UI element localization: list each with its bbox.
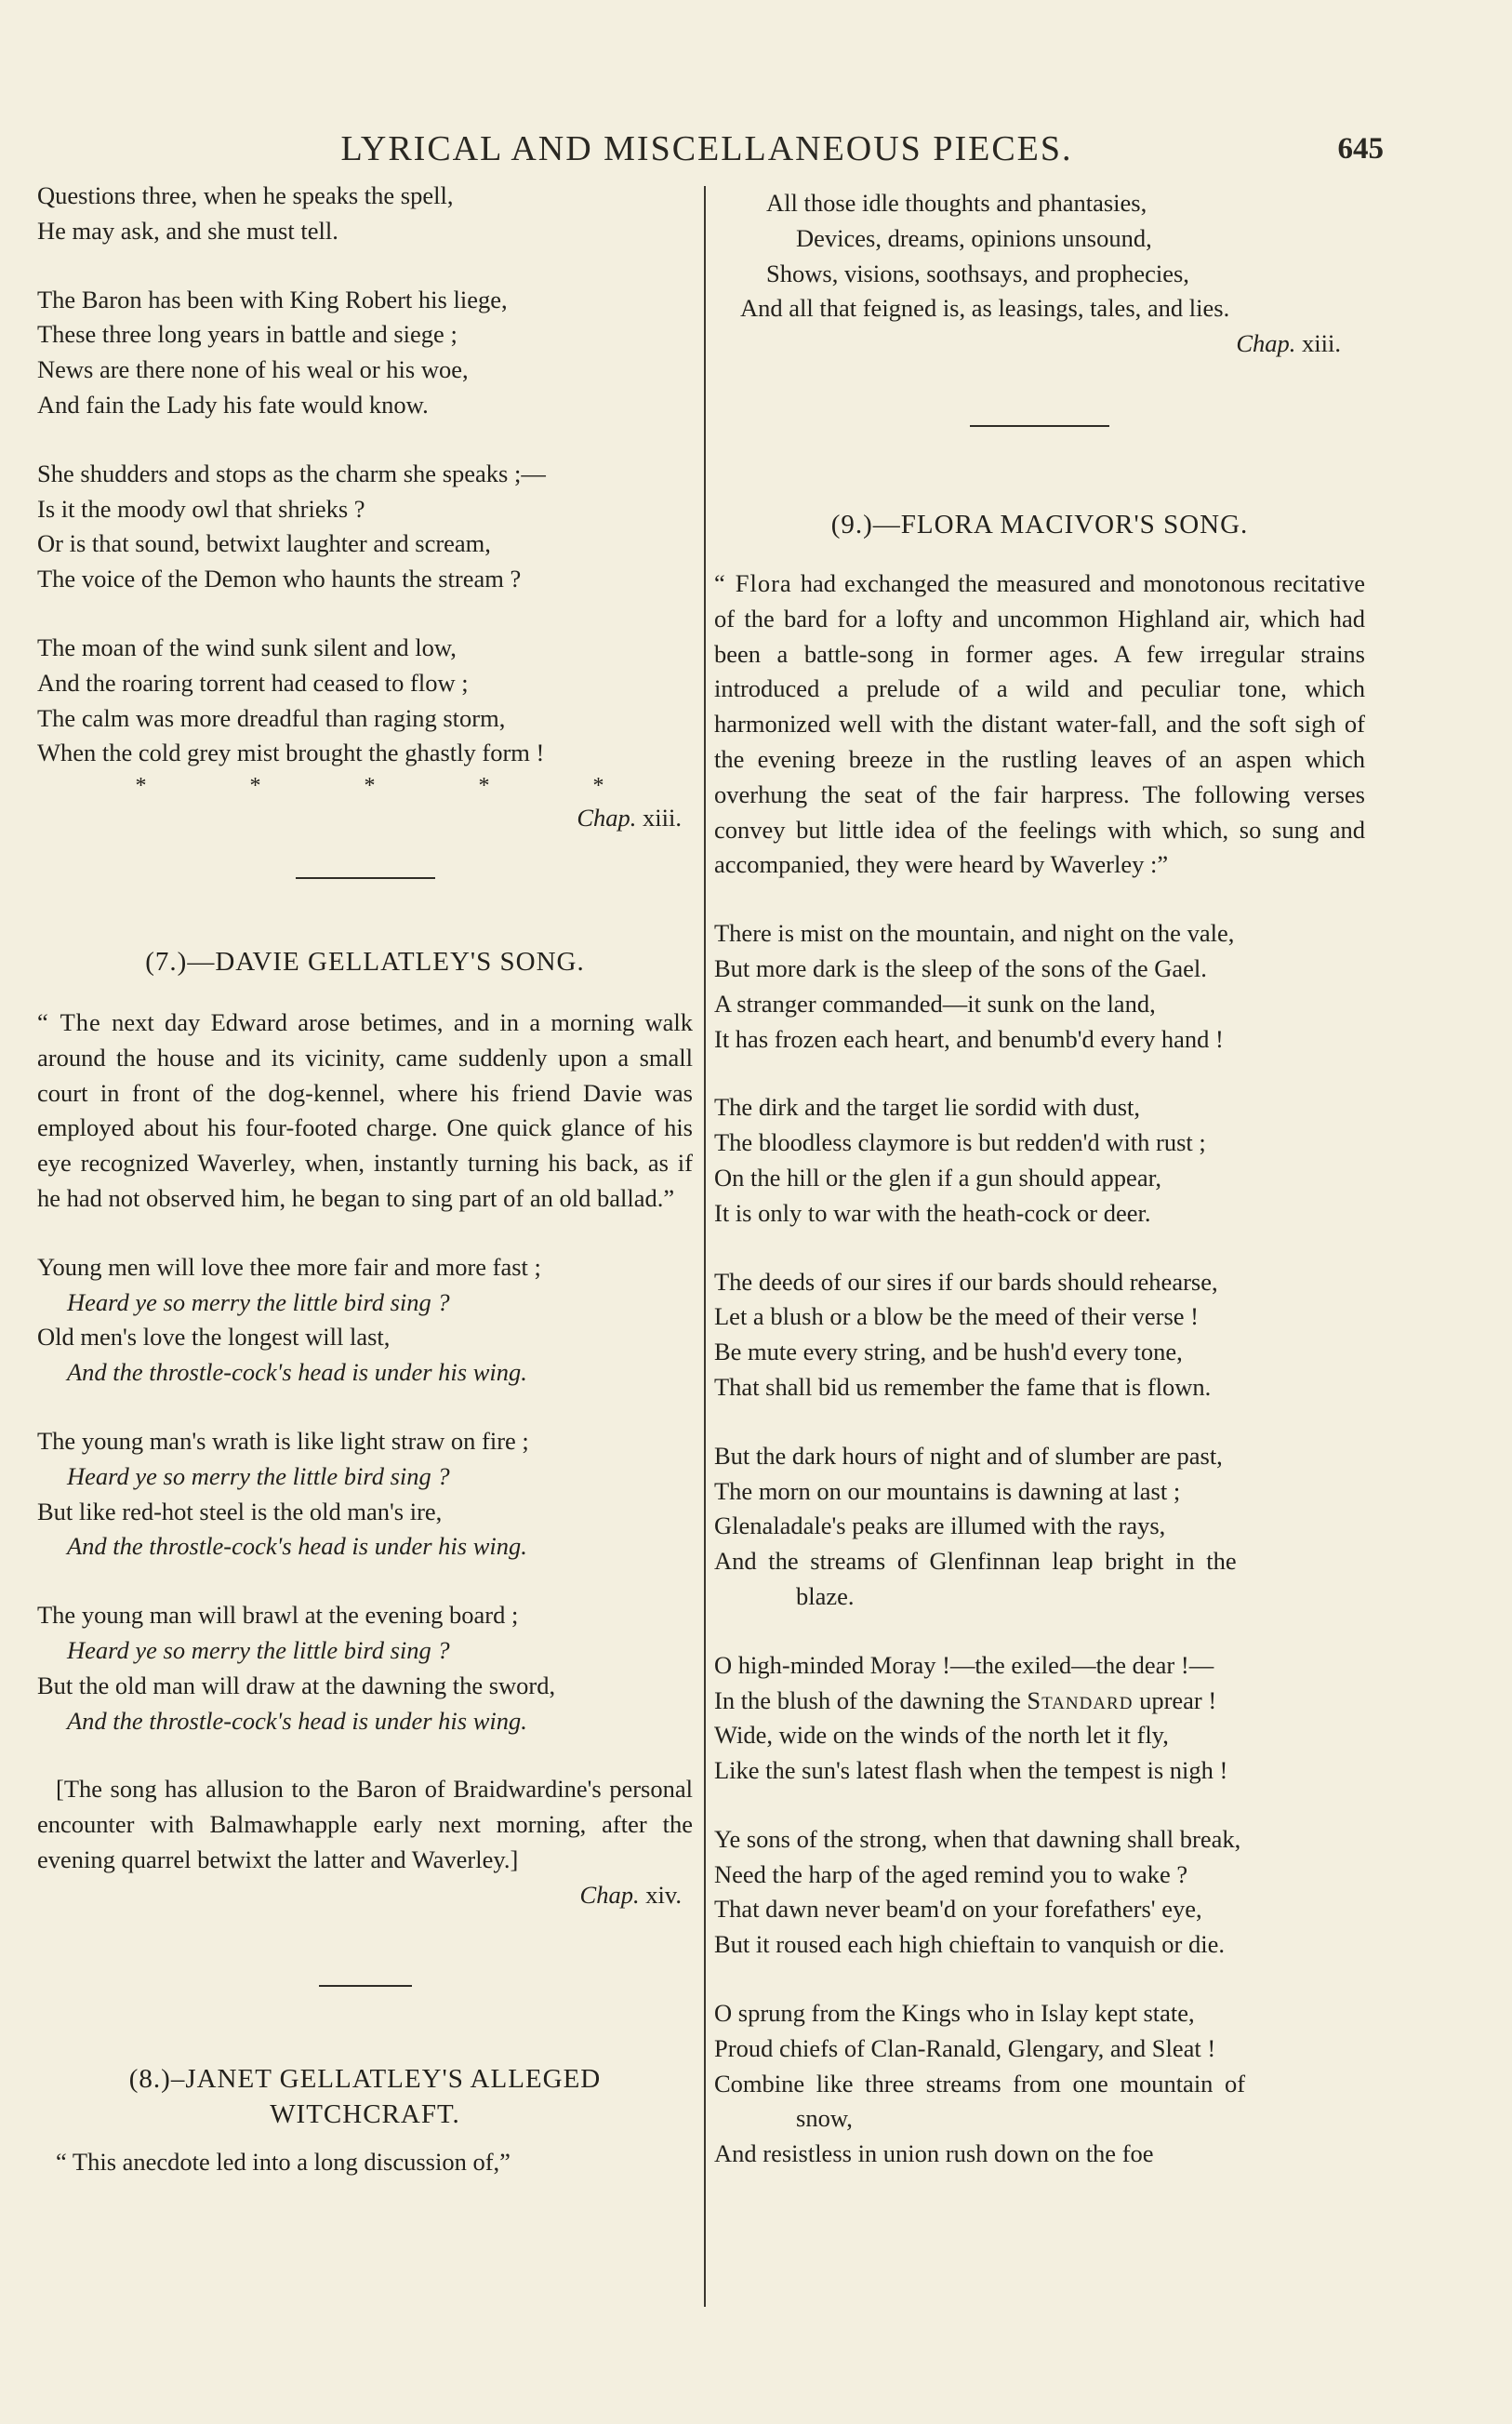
verse-line: On the hill or the glen if a gun should appear,	[714, 1163, 1161, 1192]
verse-line: The dirk and the target lie sordid with dust,	[714, 1093, 1141, 1122]
verse-line: Old men's love the longest will last,	[37, 1323, 391, 1352]
verse-line: She shudders and stops as the charm she speaks ;—	[37, 459, 546, 487]
verse-line: Shows, visions, soothsays, and prophecies,	[766, 259, 1189, 287]
verse-line: Proud chiefs of Clan-Ranald, Glengary, and Sleat !	[714, 2033, 1216, 2062]
verse-line: The Baron has been with King Robert his liege,	[37, 285, 508, 313]
verse-line: The calm was more dreadful than raging storm,	[37, 703, 506, 732]
verse-line: Young men will love thee more fair and more fast ;	[37, 1252, 541, 1281]
chap-label: Chap.	[577, 804, 637, 832]
heading-line: (8.)–JANET GELLATLEY'S ALLEGED	[128, 2064, 602, 2095]
verse-line: The bloodless claymore is but redden'd with rust ;	[714, 1128, 1206, 1157]
verse-line: Ye sons of the strong, when that dawning shall break,	[714, 1824, 1241, 1853]
verse-line: It is only to war with the heath-cock or deer.	[714, 1198, 1151, 1227]
stanza	[37, 1424, 693, 1565]
verse-line: Or is that sound, betwixt laughter and scream,	[37, 529, 491, 558]
section-heading	[37, 2061, 693, 2132]
stanza	[714, 1265, 1365, 1405]
chapter-reference	[37, 801, 693, 836]
verse-line: That shall bid us remember the fame that is flown.	[714, 1372, 1212, 1401]
chap-label: Chap.	[1236, 329, 1296, 358]
verse-line: The voice of the Demon who haunts the stream ?	[37, 565, 522, 593]
stanza	[37, 1250, 693, 1391]
section-rule	[296, 877, 435, 879]
verse-line: The deeds of our sires if our bards should rehearse,	[714, 1267, 1218, 1296]
verse-line: The young man's wrath is like light straw on fire ;	[37, 1426, 529, 1455]
verse-line: The moan of the wind sunk silent and low,	[37, 633, 457, 661]
verse-line: These three long years in battle and siege ;	[37, 320, 458, 349]
stanza	[37, 1598, 693, 1738]
verse-text: In the blush of the dawning the	[714, 1685, 1028, 1714]
left-column	[37, 179, 693, 2180]
verse-line: O sprung from the Kings who in Islay kept state,	[714, 1999, 1195, 2028]
verse-line: Glenaladale's peaks are illumed with the rays,	[714, 1512, 1166, 1540]
refrain-line: Heard ye so merry the little bird sing ?	[67, 1287, 450, 1316]
verse-line: That dawn never beam'd on your forefathers' eye,	[714, 1895, 1202, 1924]
verse-line: News are there none of his weal or his woe,	[37, 355, 469, 384]
verse-line: A stranger commanded—it sunk on the land,	[714, 989, 1156, 1018]
verse-text: uprear !	[1133, 1685, 1217, 1714]
refrain-line: And the throstle-cock's head is under his wing.	[67, 1706, 527, 1735]
chap-label: Chap.	[579, 1880, 640, 1909]
section-heading: (9.)—FLORA MACIVOR'S SONG.	[830, 509, 1249, 539]
stanza	[714, 1996, 1365, 2172]
chap-number: xiii.	[643, 804, 682, 832]
stanza	[37, 457, 693, 597]
verse-line: Wide, wide on the winds of the north let it fly,	[714, 1721, 1169, 1750]
verse-line: And the roaring torrent had ceased to flow ;	[37, 668, 469, 697]
verse-line: And the streams of Glenfinnan leap bright in the	[714, 1547, 1237, 1576]
chap-number: xiv.	[645, 1880, 682, 1909]
verse-line: But the old man will draw at the dawning the sword,	[37, 1671, 556, 1699]
prose-paragraph	[37, 1006, 693, 1217]
verse-line: Be mute every string, and be hush'd every tone,	[714, 1338, 1183, 1366]
verse-line: He may ask, and she must tell.	[37, 216, 338, 245]
stanza	[37, 179, 693, 249]
verse-line: When the cold grey mist brought the ghastly form !	[37, 739, 545, 767]
asterisk: *	[249, 774, 261, 799]
verse-line: And fain the Lady his fate would know.	[37, 390, 429, 419]
section-rule	[319, 1985, 412, 1987]
paragraph-text: next day Edward arose betimes, and in a morning walk around the house and its vicinity, came suddenly upon a small court in front of the dog-kennel, where his friend Davie was employed about his four-footed charge. One quick glance of his eye recognized Waverley, when, instantly turning his back, as if he had not observed him, he began to sing part of an old ballad.”	[37, 1007, 694, 1212]
asterisk: *	[478, 774, 490, 799]
verse-line: Devices, dreams, opinions unsound,	[796, 223, 1152, 252]
refrain-line: And the throstle-cock's head is under his wing.	[67, 1358, 527, 1387]
stanza	[714, 186, 1365, 326]
verse-line: There is mist on the mountain, and night on the vale,	[714, 919, 1235, 948]
asterisk-break	[37, 775, 693, 797]
standard-word: Standard	[1027, 1685, 1134, 1714]
stanza	[37, 631, 693, 771]
verse-line: But it roused each high chieftain to vanquish or die.	[714, 1930, 1226, 1959]
verse-line: O high-minded Moray !—the exiled—the dear !—	[714, 1650, 1214, 1679]
verse-line: Is it the moody owl that shrieks ?	[37, 494, 365, 523]
asterisk: *	[364, 774, 376, 799]
page-number: 645	[1337, 132, 1384, 166]
stanza	[714, 1822, 1365, 1963]
verse-line-continued: snow,	[796, 2104, 853, 2133]
verse-line-continued: blaze.	[796, 1581, 855, 1610]
section-heading: (7.)—DAVIE GELLATLEY'S SONG.	[145, 946, 585, 977]
verse-line: Like the sun's latest flash when the tempest is nigh !	[714, 1756, 1228, 1785]
verse-line: The young man will brawl at the evening board ;	[37, 1601, 519, 1630]
verse-line: The morn on our mountains is dawning at last ;	[714, 1476, 1181, 1505]
asterisk: *	[592, 774, 604, 799]
verse-line: And resistless in union rush down on the foe	[714, 2139, 1154, 2168]
chap-number: xiii.	[1302, 329, 1341, 358]
chapter-reference	[37, 1878, 693, 1913]
refrain-line: Heard ye so merry the little bird sing ?	[67, 1461, 450, 1490]
refrain-line: And the throstle-cock's head is under his wing.	[67, 1532, 527, 1561]
verse-line: All those idle thoughts and phantasies,	[766, 189, 1147, 217]
refrain-line: Heard ye so merry the little bird sing ?	[67, 1635, 450, 1664]
paragraph-text: had exchanged the measured and monotonous recitative of the bard for a lofty and uncommon Highland air, which had been a battle-song in former ages. A few irregular strains introduced a prelude of a wild and peculiar tone, which harmonized well with the distant water-fall, and the soft sigh of the evening breeze in the rustling leaves of an aspen which overhung the seat of the fair harpress. The following verses convey but little idea of the feelings with which, so sung and accompanied, they were heard by Waverley :”	[714, 568, 1366, 879]
section-rule	[970, 425, 1109, 427]
note-paragraph: [The song has allusion to the Baron of Braidwardine's personal encounter with Balmawhapple early next morning, after the evening quarrel betwixt the latter and Waverley.]	[37, 1775, 693, 1873]
verse-line: And all that feigned is, as leasings, tales, and lies.	[740, 294, 1230, 323]
stanza	[714, 1648, 1365, 1789]
prose-paragraph: “ This anecdote led into a long discussion of,”	[56, 2148, 511, 2177]
verse-line: But the dark hours of night and of slumber are past,	[714, 1441, 1223, 1470]
small-caps-lead: “ The	[37, 1007, 101, 1036]
verse-line: Let a blush or a blow be the meed of their verse !	[714, 1302, 1199, 1331]
verse-line: But more dark is the sleep of the sons of the Gael.	[714, 953, 1207, 982]
verse-line: It has frozen each heart, and benumb'd every hand !	[714, 1024, 1224, 1053]
verse-line: But like red-hot steel is the old man's ire,	[37, 1497, 443, 1525]
stanza	[714, 916, 1365, 1057]
small-caps-lead: “ Flora	[714, 568, 792, 597]
column-divider	[704, 186, 706, 2307]
verse-line: Need the harp of the aged remind you to wake ?	[714, 1859, 1188, 1888]
stanza	[714, 1439, 1365, 1615]
chapter-reference	[714, 326, 1365, 362]
verse-line: Questions three, when he speaks the spell,	[37, 181, 454, 209]
verse-line: Combine like three streams from one mountain of	[714, 2069, 1246, 2098]
running-head: LYRICAL AND MISCELLANEOUS PIECES.	[340, 129, 1073, 168]
asterisk: *	[135, 774, 147, 799]
stanza	[37, 283, 693, 423]
heading-line: WITCHCRAFT.	[270, 2099, 460, 2130]
prose-paragraph	[714, 566, 1365, 883]
stanza	[714, 1090, 1365, 1231]
right-column	[714, 186, 1365, 2205]
verse-line	[714, 1684, 1365, 1719]
